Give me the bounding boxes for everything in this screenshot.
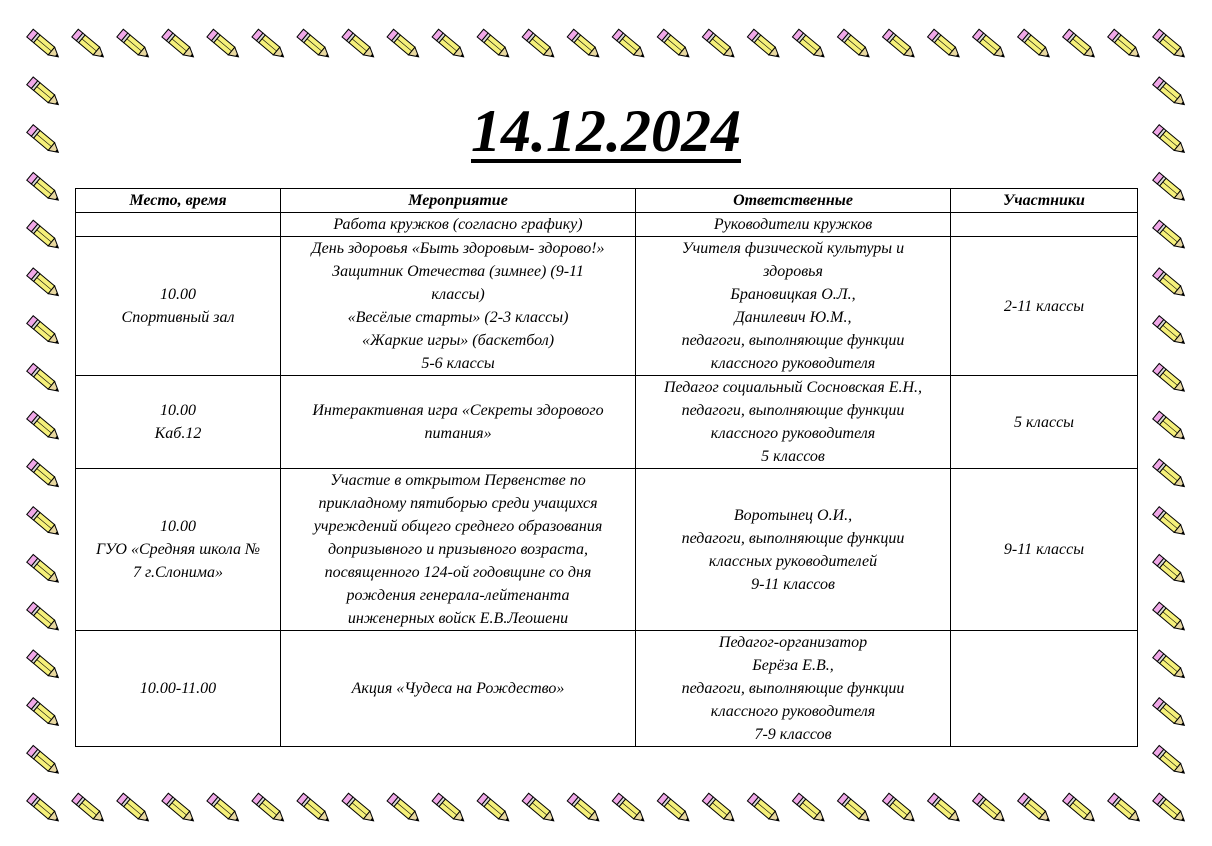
cell-event <box>281 213 636 237</box>
cell-line: Воротынец О.И., <box>733 506 853 524</box>
pencil-icon <box>117 29 152 60</box>
pencil-icon <box>792 29 827 60</box>
cell-line: 9-11 классов <box>751 575 835 593</box>
pencil-icon <box>477 29 512 60</box>
pencil-icon <box>432 29 467 60</box>
cell-responsible <box>636 237 951 376</box>
cell-event <box>281 469 636 631</box>
pencil-icon <box>567 793 602 824</box>
pencil-icon <box>27 411 62 442</box>
pencil-icon <box>522 29 557 60</box>
table-row <box>76 631 1138 747</box>
pencil-icon <box>973 793 1008 824</box>
pencil-icon <box>117 793 152 824</box>
pencil-icon <box>207 793 242 824</box>
cell-line: педагоги, выполняющие функции <box>681 680 905 697</box>
pencil-icon <box>477 793 512 824</box>
table-header-row <box>76 189 1138 213</box>
pencil-icon <box>27 554 62 585</box>
cell-responsible <box>636 631 951 747</box>
pencil-icon <box>1153 363 1188 394</box>
cell-line: 5 классов <box>761 448 825 465</box>
cell-line: ГУО «Средняя школа № <box>95 541 261 558</box>
table-row <box>76 213 1138 237</box>
pencil-icon <box>207 29 242 60</box>
cell-line: Учителя физической культуры и <box>681 240 905 257</box>
cell-line: посвященного 124-ой годовщине со дня <box>324 564 592 581</box>
pencil-icon <box>27 745 62 776</box>
cell-line: Брановицкая О.Л., <box>730 286 856 303</box>
cell-line: Защитник Отечества (зимнее) (9-11 <box>332 263 584 280</box>
pencil-icon <box>252 793 287 824</box>
cell-line: 7 г.Слонима» <box>132 564 224 581</box>
pencil-icon <box>1153 220 1188 251</box>
header-event: Мероприятие <box>281 189 636 213</box>
cell-line: 2-11 классы <box>1003 297 1085 315</box>
cell-line: 10.00 <box>160 518 196 535</box>
pencil-icon <box>1153 29 1188 60</box>
cell-participants <box>951 213 1138 237</box>
pencil-icon <box>1153 602 1188 633</box>
cell-line: 5-6 классы <box>421 355 495 372</box>
cell-participants <box>951 237 1138 376</box>
pencil-icon <box>1153 554 1188 585</box>
pencil-icon <box>27 316 62 347</box>
pencil-icon <box>72 793 107 824</box>
pencil-icon <box>432 793 467 824</box>
cell-line: классного руководителя <box>710 703 876 720</box>
pencil-icon <box>27 507 62 538</box>
cell-line: Каб.12 <box>154 425 202 442</box>
cell-place-time <box>76 213 281 237</box>
pencil-icon <box>162 29 197 60</box>
header-participants: Участники <box>951 189 1138 213</box>
pencil-icon <box>1153 316 1188 347</box>
page-title-wrap <box>0 95 1212 167</box>
pencil-icon <box>612 793 647 824</box>
cell-line: Интерактивная игра «Секреты здорового <box>312 402 604 419</box>
pencil-icon <box>883 29 918 60</box>
header-place-time: Место, время <box>76 189 281 213</box>
cell-line: Педагог социальный Сосновская Е.Н., <box>663 379 923 396</box>
cell-place-time <box>76 469 281 631</box>
cell-line: классы) <box>431 286 485 303</box>
pencil-icon <box>1153 745 1188 776</box>
cell-line: педагоги, выполняющие функции <box>681 402 905 419</box>
pencil-icon <box>747 29 782 60</box>
pencil-icon <box>522 793 557 824</box>
cell-event <box>281 237 636 376</box>
cell-line: Акция «Чудеса на Рождество» <box>351 680 565 697</box>
cell-line: рождения генерала-лейтенанта <box>346 587 570 604</box>
pencil-icon <box>27 268 62 299</box>
pencil-icon <box>27 459 62 490</box>
cell-responsible <box>636 469 951 631</box>
pencil-icon <box>747 793 782 824</box>
pencil-icon <box>1153 411 1188 442</box>
pencil-icon <box>1153 459 1188 490</box>
table-row <box>76 237 1138 376</box>
pencil-icon <box>567 29 602 60</box>
pencil-icon <box>837 793 872 824</box>
pencil-icon <box>1108 793 1143 824</box>
pencil-icon <box>973 29 1008 60</box>
pencil-icon <box>387 29 422 60</box>
cell-line: 10.00 <box>160 286 196 303</box>
pencil-icon <box>342 793 377 824</box>
cell-line: «Жаркие игры» (баскетбол) <box>361 332 555 349</box>
pencil-icon <box>1108 29 1143 60</box>
pencil-icon <box>1153 698 1188 729</box>
cell-line: питания» <box>424 425 492 442</box>
cell-line: допризывного и призывного возраста, <box>327 541 589 558</box>
cell-line: 5 классы <box>1013 413 1074 431</box>
page-title: 14.12.2024 <box>471 98 741 164</box>
cell-place-time <box>76 237 281 376</box>
pencil-icon <box>27 363 62 394</box>
pencil-icon <box>1153 268 1188 299</box>
cell-line: педагоги, выполняющие функции <box>681 529 905 547</box>
cell-participants <box>951 469 1138 631</box>
pencil-icon <box>1153 793 1188 824</box>
cell-participants <box>951 631 1138 747</box>
pencil-icon <box>27 602 62 633</box>
cell-line: Руководители кружков <box>713 216 873 233</box>
pencil-icon <box>702 29 737 60</box>
cell-responsible <box>636 213 951 237</box>
pencil-icon <box>928 793 963 824</box>
cell-line: 7-9 классов <box>754 726 832 743</box>
cell-line: инженерных войск Е.В.Леошени <box>347 610 569 627</box>
header-responsible: Ответственные <box>636 189 951 213</box>
cell-line: прикладному пятиборью среди учащихся <box>318 495 598 512</box>
cell-line: Участие в открытом Первенстве по <box>330 472 586 489</box>
cell-line: 9-11 классы <box>1003 541 1085 558</box>
pencil-icon <box>27 172 62 203</box>
pencil-icon <box>1018 793 1053 824</box>
cell-line: Спортивный зал <box>121 309 235 326</box>
pencil-icon <box>657 793 692 824</box>
cell-line: Педагог-организатор <box>718 634 868 651</box>
pencil-icon <box>928 29 963 60</box>
cell-participants <box>951 376 1138 469</box>
pencil-icon <box>27 29 62 60</box>
cell-event <box>281 376 636 469</box>
pencil-icon <box>883 793 918 824</box>
cell-event <box>281 631 636 747</box>
cell-line: 10.00 <box>160 402 196 419</box>
pencil-icon <box>72 29 107 60</box>
cell-place-time <box>76 376 281 469</box>
cell-responsible <box>636 376 951 469</box>
pencil-icon <box>1153 650 1188 681</box>
pencil-icon <box>1153 172 1188 203</box>
cell-line: классного руководителя <box>710 425 876 442</box>
cell-line: Работа кружков (согласно графику) <box>333 216 583 233</box>
schedule-table <box>75 188 1138 747</box>
cell-line: учреждений общего среднего образования <box>313 518 603 535</box>
cell-line: Берёза Е.В., <box>752 657 834 674</box>
pencil-icon <box>297 793 332 824</box>
pencil-icon <box>1153 507 1188 538</box>
pencil-icon <box>837 29 872 60</box>
pencil-icon <box>27 220 62 251</box>
pencil-icon <box>702 793 737 824</box>
cell-line: классного руководителя <box>710 355 876 372</box>
pencil-icon <box>792 793 827 824</box>
pencil-icon <box>252 29 287 60</box>
pencil-icon <box>387 793 422 824</box>
table-row <box>76 469 1138 631</box>
cell-place-time <box>76 631 281 747</box>
cell-line: «Весёлые старты» (2-3 классы) <box>347 309 569 326</box>
cell-line: Данилевич Ю.М., <box>734 309 852 326</box>
cell-line: 10.00-11.00 <box>139 680 217 697</box>
cell-line: педагоги, выполняющие функции <box>681 332 905 349</box>
table-row <box>76 376 1138 469</box>
pencil-icon <box>612 29 647 60</box>
pencil-icon <box>1063 793 1098 824</box>
pencil-icon <box>1063 29 1098 60</box>
cell-line: здоровья <box>763 263 823 280</box>
cell-line: классных руководителей <box>708 552 878 570</box>
pencil-icon <box>27 698 62 729</box>
cell-line: День здоровья «Быть здоровым- здорово!» <box>311 240 605 257</box>
pencil-icon <box>1018 29 1053 60</box>
pencil-icon <box>27 793 62 824</box>
pencil-icon <box>27 650 62 681</box>
pencil-icon <box>657 29 692 60</box>
pencil-icon <box>162 793 197 824</box>
pencil-icon <box>342 29 377 60</box>
pencil-icon <box>297 29 332 60</box>
